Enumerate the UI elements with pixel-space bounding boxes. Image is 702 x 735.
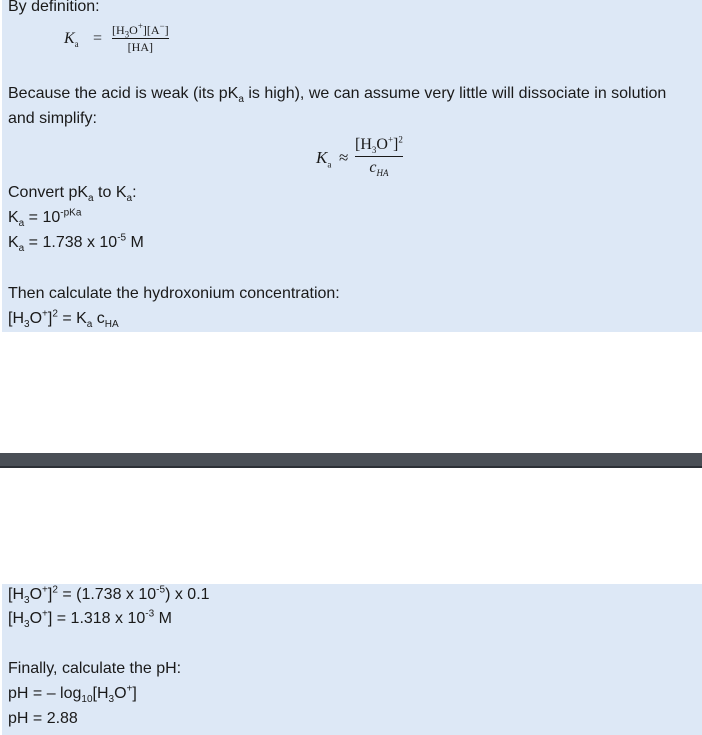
ka-numerator: $[H_3O^+][A^-]$ bbox=[112, 21, 169, 40]
weak-acid-text: Because the acid is weak (its $pK_a$ is high), we can assume very little will dissociate in solution bbox=[8, 85, 667, 106]
convert-label: Convert $pK_a$ to $K_a$: bbox=[8, 184, 137, 205]
definition-label: By definition: bbox=[8, 0, 100, 15]
ka-denominator: [HA] bbox=[127, 40, 153, 54]
worked-solution-panel-top: By definition: $K_a$ = $\frac{[H_3O^+][A^-]}{[HA]}$ Because the acid is weak (its $pK_a$ is high), we can assume very little will dissociate in solution and simplify: $K_a$ ≈ $[H_3O^+]^2$ $c_{HA}$ Convert $pK_a$ to $K_a$: $K_a = 10^{-pKa}$ $K_a = 1.738$ x $10^{-5}$ M Then calculate the hydroxonium concentration: $[H_3O^+]^2 = K_a$ $c_{HA}$ bbox=[2, 0, 702, 332]
ka-value: $K_a = 1.738$ x $10^{-5}$ M bbox=[8, 232, 144, 255]
hydroxonium-value: $[H_3O^+] = 1.318$ x $10^{-3}$ M bbox=[8, 608, 172, 631]
approx-denominator: $c_{HA}$ bbox=[369, 159, 389, 179]
ph-formula: pH = – $\log_{10}[H_3O^+]$ bbox=[8, 683, 137, 706]
ka-from-pka-equation: $K_a = 10^{-pKa}$ bbox=[8, 207, 82, 230]
ph-label: Finally, calculate the pH: bbox=[8, 660, 182, 677]
hydroxonium-label: Then calculate the hydroxonium concentration: bbox=[8, 285, 340, 302]
ph-result: pH = 2.88 bbox=[8, 710, 78, 727]
worked-solution-panel-bottom bbox=[2, 584, 702, 735]
section-divider bbox=[0, 453, 702, 468]
approx-numerator: $[H_3O^+]^2$ bbox=[355, 134, 403, 156]
hydroxonium-squared-calc: $[H_3O^+]^2 = (1.738$ x $10^{-5}$) x 0.1 bbox=[8, 584, 210, 607]
weak-acid-text-2: and simplify: bbox=[8, 110, 97, 127]
hydroxonium-equation: $[H_3O^+]^2 = K_a$ $c_{HA}$ bbox=[8, 308, 119, 331]
